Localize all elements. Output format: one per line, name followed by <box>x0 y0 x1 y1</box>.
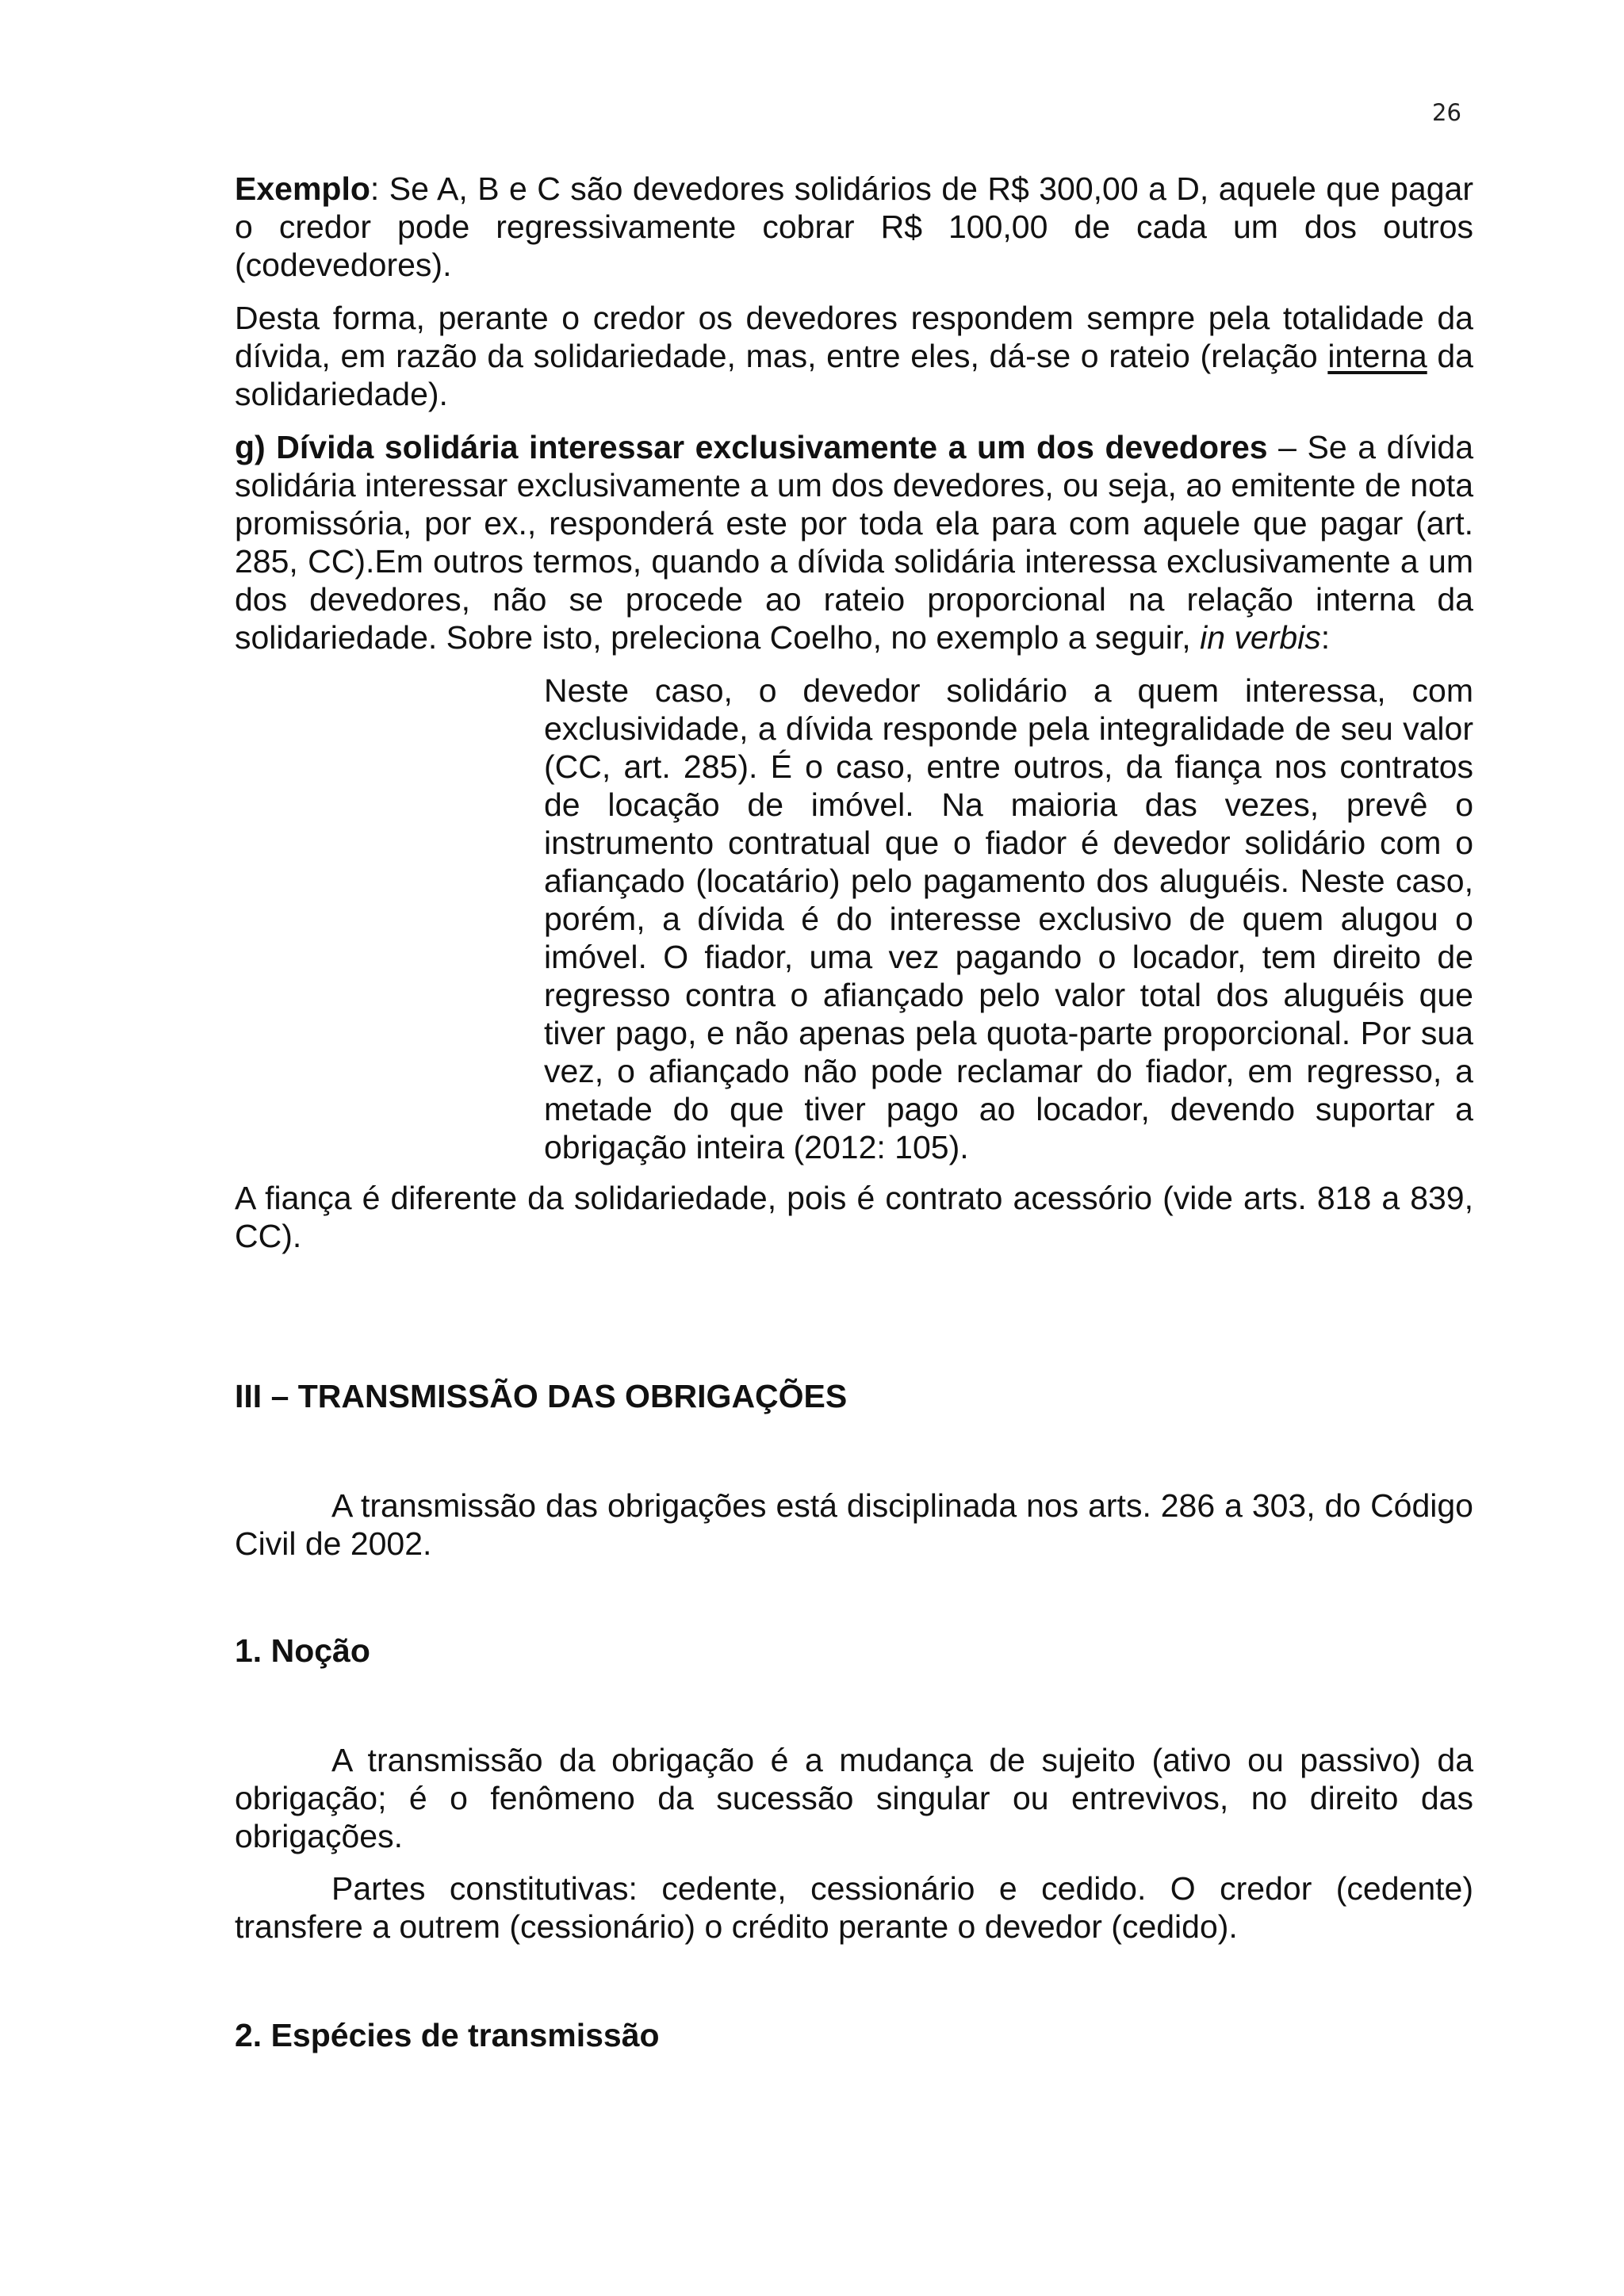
section-1-paragraph-2: Partes constitutivas: cedente, cessionário e cedido. O credor (cedente) transfere a outrem (cessionário) o crédito perante o devedor (cedido). <box>235 1870 1473 1945</box>
underlined-word: interna <box>1327 338 1427 374</box>
example-label: Exemplo <box>235 170 370 207</box>
item-g-text: – Se a dívida solidária interessar exclusivamente a um dos devedores, ou seja, ao emitente de nota promissória, por ex., responderá este por toda ela para com aquele que pagar (art. 285, CC).Em outros termos, quando a dívida solidária interessa exclusivamente a um dos devedores, não se procede ao rateio proporcional na relação interna da solidariedade. Sobre isto, preleciona Coelho, no exemplo a seguir, <box>235 429 1473 656</box>
example-text: : Se A, B e C são devedores solidários de R$ 300,00 a D, aquele que pagar o credor pode regressivamente cobrar R$ 100,00 de cada um dos outros (codevedores). <box>235 170 1473 283</box>
section-2-heading: 2. Espécies de transmissão <box>235 2017 660 2053</box>
section-iii-heading: III – TRANSMISSÃO DAS OBRIGAÇÕES <box>235 1378 848 1414</box>
section-1-paragraph-1: A transmissão da obrigação é a mudança de sujeito (ativo ou passivo) da obrigação; é o fenômeno da sucessão singular ou entrevivos, no direito das obrigações. <box>235 1742 1473 1854</box>
desta-forma-end: da solidariedade). <box>235 338 1473 412</box>
item-g-title: g) Dívida solidária interessar exclusivamente a um dos devedores <box>235 429 1268 465</box>
block-quote: Neste caso, o devedor solidário a quem interessa, com exclusividade, a dívida responde pela integralidade de seu valor (CC, art. 285). É o caso, entre outros, da fiança nos contratos de locação de imóvel. Na maioria das vezes, prevê o instrumento contratual que o fiador é devedor solidário com o afiançado (locatário) pelo pagamento dos aluguéis. Neste caso, porém, a dívida é do interesse exclusivo de quem alugou o imóvel. O fiador, uma vez pagando o locador, tem direito de regresso contra o afiançado pelo valor total dos aluguéis que tiver pago, e não apenas pela quota-parte proporcional. Por sua vez, o afiançado não pode reclamar do fiador, em regresso, a metade do que tiver pago ao locador, devendo suportar a obrigação inteira (2012: 105). <box>544 672 1473 1165</box>
item-g-colon: : <box>1320 619 1331 656</box>
desta-forma-text: Desta forma, perante o credor os devedores respondem sempre pela totalidade da dívida, em razão da solidariedade, mas, entre eles, dá-se o rateio (relação <box>235 300 1473 374</box>
page-number: 26 <box>1432 99 1461 126</box>
section-iii-paragraph: A transmissão das obrigações está disciplinada nos arts. 286 a 303, do Código Civil de 2002. <box>235 1487 1473 1562</box>
desta-forma-paragraph <box>235 299 1473 413</box>
item-g-paragraph <box>235 428 1473 656</box>
fianca-paragraph: A fiança é diferente da solidariedade, pois é contrato acessório (vide arts. 818 a 839, CC). <box>235 1180 1473 1254</box>
in-verbis: in verbis <box>1200 619 1321 656</box>
section-1-heading: 1. Noção <box>235 1632 370 1669</box>
example-paragraph <box>235 170 1473 284</box>
